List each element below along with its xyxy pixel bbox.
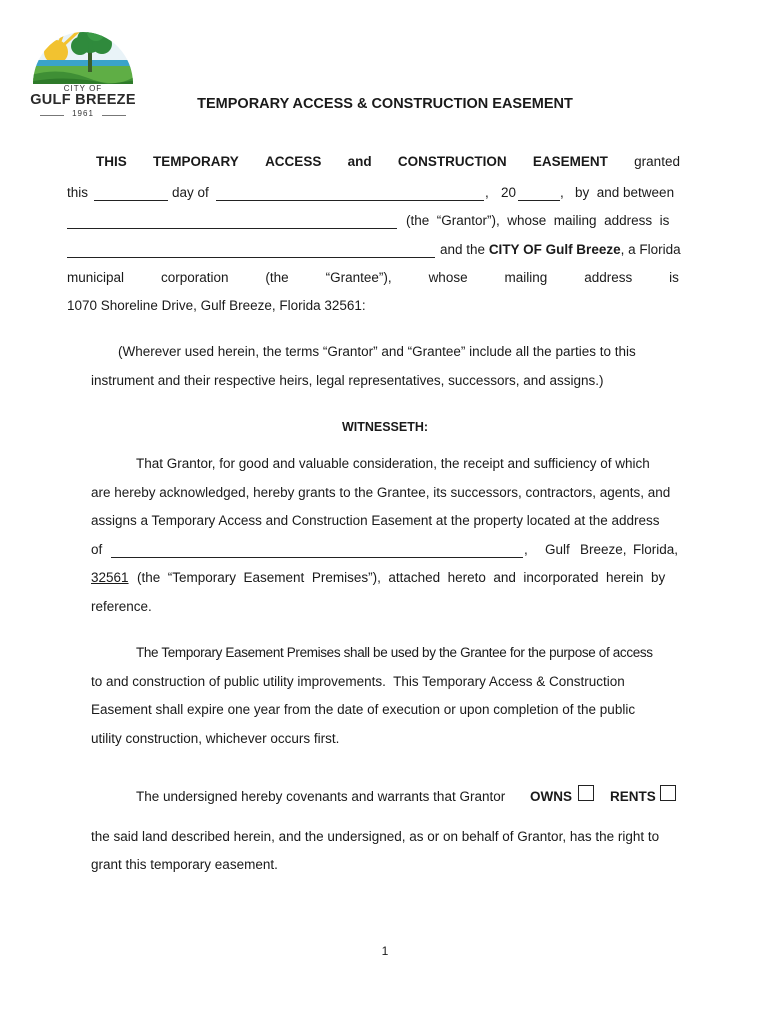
- grantee-address: 1070 Shoreline Drive, Gulf Breeze, Florida 32561:: [67, 298, 366, 313]
- year-blank[interactable]: [518, 200, 560, 201]
- para1-florida: Florida,: [633, 542, 679, 557]
- logo-city-of: CITY OF: [63, 84, 103, 93]
- para4-line-2: grant this temporary easement.: [91, 857, 278, 872]
- para2-line-4: utility construction, whichever occurs first.: [91, 731, 340, 746]
- word: ACCESS: [265, 154, 322, 169]
- word: CONSTRUCTION: [397, 154, 507, 169]
- intro-day-of: day of: [172, 185, 209, 200]
- word: and: [347, 154, 372, 169]
- para1-of: of: [91, 542, 103, 557]
- intro-grantor-ref: (the “Grantor”), whose mailing address is: [406, 213, 670, 228]
- intro-and-the: and the: [440, 242, 486, 257]
- word: whose: [428, 270, 468, 285]
- intro-florida: , a Florida: [620, 242, 681, 257]
- word: TEMPORARY: [153, 154, 239, 169]
- para4-line-1: the said land described herein, and the undersigned, as or on behalf of Grantor, has the right to: [91, 829, 660, 844]
- word: mailing: [504, 270, 548, 285]
- para1-line-3: assigns a Temporary Access and Construction Easement at the property located at the address: [91, 513, 660, 528]
- word: THIS: [96, 154, 127, 169]
- para1-gulf: Gulf: [545, 542, 570, 557]
- word: (the: [265, 270, 289, 285]
- intro-year-prefix: 20: [501, 185, 517, 200]
- intro-row-5: [67, 270, 679, 285]
- rents-checkbox[interactable]: [660, 785, 676, 801]
- intro-city-line: [440, 242, 681, 257]
- logo-divider-right: [102, 115, 126, 116]
- month-blank[interactable]: [216, 200, 484, 201]
- intro-comma: ,: [485, 185, 489, 200]
- property-address-blank[interactable]: [111, 557, 523, 558]
- para1-line-1: That Grantor, for good and valuable consideration, the receipt and sufficiency of which: [136, 456, 650, 471]
- word: is: [669, 270, 679, 285]
- logo-city-name: GULF BREEZE: [30, 92, 136, 108]
- rents-label: RENTS: [610, 789, 656, 804]
- grantor-address-blank[interactable]: [67, 257, 435, 258]
- logo-year: 1961: [72, 109, 94, 118]
- owns-checkbox[interactable]: [578, 785, 594, 801]
- owns-label: OWNS: [530, 789, 572, 804]
- intro-this: this: [67, 185, 89, 200]
- word: granted: [634, 154, 680, 169]
- intro-row-1: [96, 154, 680, 169]
- city-seal-graphic: [28, 18, 138, 88]
- word: address: [584, 270, 633, 285]
- para1-line-5: (the “Temporary Easement Premises”), attached hereto and incorporated herein by: [137, 570, 666, 585]
- word: corporation: [160, 270, 229, 285]
- para1-zip: 32561: [91, 570, 129, 585]
- intro-by-and-between: , by and between: [560, 185, 675, 200]
- intro-city-name: CITY OF Gulf Breeze: [488, 242, 621, 257]
- para1-line-6: reference.: [91, 599, 152, 614]
- para2-line-3: Easement shall expire one year from the date of execution or upon completion of the public: [91, 702, 636, 717]
- para2-line-1: The Temporary Easement Premises shall be used by the Grantee for the purpose of access: [136, 645, 653, 660]
- para1-line-2: are hereby acknowledged, hereby grants to the Grantee, its successors, contractors, agents, and: [91, 485, 671, 500]
- wherever-line-2: instrument and their respective heirs, legal representatives, successors, and assigns.): [91, 373, 604, 388]
- witnesseth-heading: WITNESSETH:: [341, 420, 429, 434]
- covenant-text: The undersigned hereby covenants and warrants that Grantor: [136, 789, 506, 804]
- word: EASEMENT: [532, 154, 608, 169]
- page-number: 1: [381, 944, 389, 958]
- wherever-line-1: (Wherever used herein, the terms “Grantor” and “Grantee” include all the parties to this: [118, 344, 636, 359]
- document-title: TEMPORARY ACCESS & CONSTRUCTION EASEMENT: [197, 96, 573, 112]
- para1-comma: ,: [524, 542, 528, 557]
- word: “Grantee”),: [325, 270, 392, 285]
- grantor-name-blank[interactable]: [67, 228, 397, 229]
- para2-line-2: to and construction of public utility improvements. This Temporary Access & Construction: [91, 674, 625, 689]
- para1-breeze: Breeze,: [580, 542, 627, 557]
- day-blank[interactable]: [94, 200, 168, 201]
- word: municipal: [67, 270, 125, 285]
